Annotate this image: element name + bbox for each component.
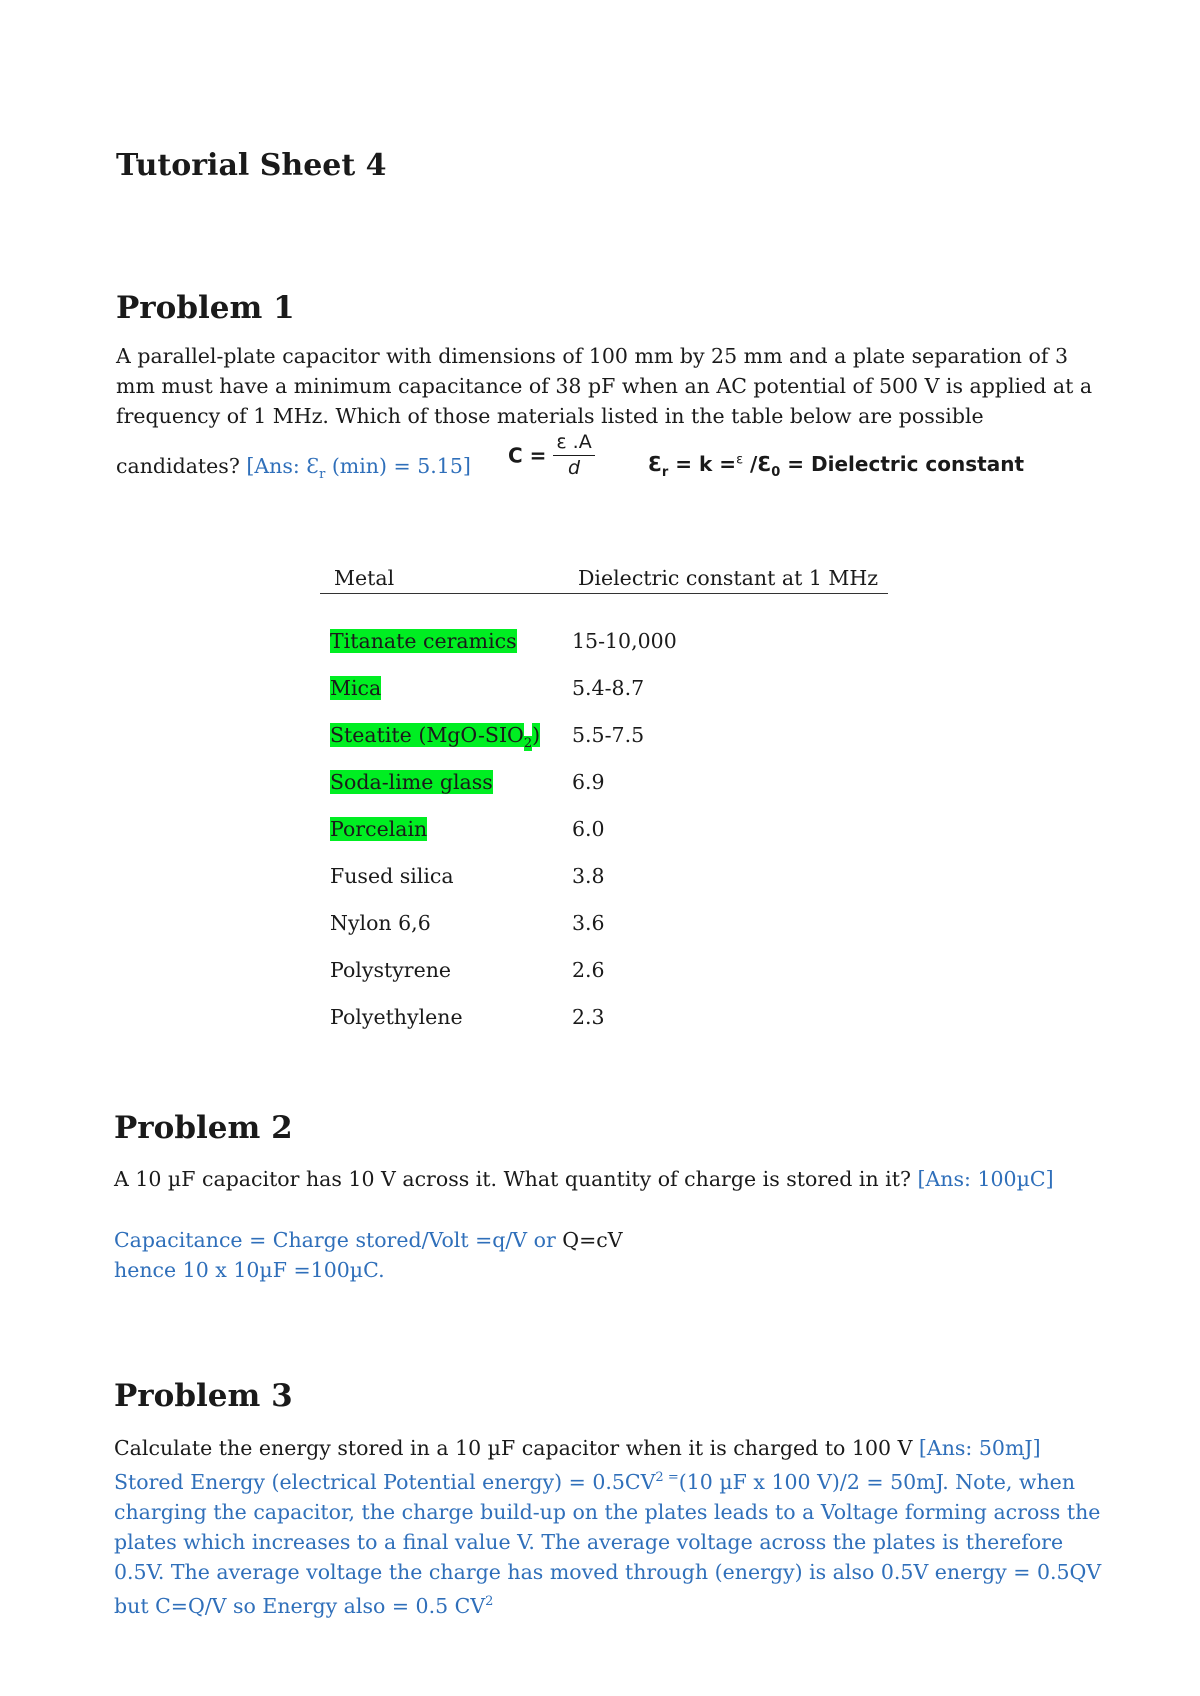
- problem-1-line: mm must have a minimum capacitance of 38 pF when an AC potential of 500 V is applied at a: [116, 374, 1093, 398]
- problem-1-candidates: [116, 451, 471, 490]
- problem-3-solution: [114, 1463, 1101, 1621]
- problem-3-solution-line: but C=Q/V so Energy also = 0.5 $CV^2$: [114, 1593, 494, 1618]
- problem-1-text: [116, 341, 1092, 431]
- table-header-rule: [320, 593, 888, 594]
- material-name: Soda-lime glass: [330, 770, 493, 794]
- problem-2-solution: [114, 1225, 623, 1285]
- problem-1-heading: Problem 1: [116, 290, 295, 326]
- material-name: Steatite (MgO-SIO: [330, 723, 524, 747]
- formula-lhs: C =: [508, 443, 547, 468]
- material-name: Polyethylene: [330, 1005, 463, 1029]
- material-name: Fused silica: [330, 864, 454, 888]
- table-cell-dielectric-value: 5.5-7.5: [572, 723, 645, 747]
- problem-2-solution-line: Capacitance = Charge stored/Volt =q/V or Q=cV: [114, 1228, 623, 1252]
- table-cell-material: [330, 1005, 463, 1029]
- problem-3-solution-line: charging the capacitor, the charge build-up on the plates leads to a Voltage forming across the: [114, 1499, 1101, 1524]
- table-cell-dielectric-value: 6.9: [572, 770, 605, 794]
- material-close-paren: ): [532, 723, 541, 747]
- problem-3-solution-line: Stored Energy (electrical Potential energy) = $0.5CV^{2 =}(10$ µF x 100 V)/2 = 50mJ. Note, when: [114, 1469, 1076, 1494]
- problem-3-question: Calculate the energy stored in a 10 µF capacitor when it is charged to 100 V [Ans: 50mJ]: [114, 1436, 1041, 1460]
- table-cell-dielectric-value: 3.8: [572, 864, 605, 888]
- dielectric-definition: $Ɛ_r = k =^\varepsilon$ $/Ɛ_0$ = Dielectric constant: [648, 452, 1025, 480]
- table-cell-material: [330, 817, 427, 841]
- page-title: Tutorial Sheet 4: [116, 148, 387, 183]
- table-header-dielectric: Dielectric constant at 1 MHz: [578, 566, 879, 590]
- capacitance-formula: [508, 433, 595, 478]
- table-cell-material: [330, 958, 451, 982]
- problem-1-answer: [Ans: $Ɛ_r$ (min) = 5.15]: [246, 454, 471, 483]
- table-cell-material: [330, 629, 517, 653]
- material-name: Porcelain: [330, 817, 428, 841]
- table-cell-material: [330, 770, 493, 794]
- table-cell-dielectric-value: 3.6: [572, 911, 605, 935]
- problem-1-line: A parallel-plate capacitor with dimensions of 100 mm by 25 mm and a plate separation of 3: [116, 344, 1069, 368]
- problem-2-heading: Problem 2: [114, 1110, 293, 1146]
- table-cell-dielectric-value: 2.6: [572, 958, 605, 982]
- material-name: Polystyrene: [330, 958, 452, 982]
- table-cell-dielectric-value: 15-10,000: [572, 629, 677, 653]
- table-cell-dielectric-value: 6.0: [572, 817, 605, 841]
- table-cell-material: [330, 676, 381, 700]
- table-cell-material: [330, 911, 431, 935]
- candidates-label: candidates?: [116, 454, 240, 478]
- material-subscript: 2: [523, 736, 533, 752]
- problem-3-heading: Problem 3: [114, 1378, 293, 1414]
- problem-3-solution-line: plates which increases to a final value V. The average voltage across the plates is therefore: [114, 1529, 1064, 1554]
- problem-3-solution-line: 0.5V. The average voltage the charge has moved through (energy) is also 0.5V energy = 0.5QV: [114, 1559, 1102, 1584]
- problem-1-line: frequency of 1 MHz. Which of those materials listed in the table below are possible: [116, 404, 984, 428]
- table-header-metal: Metal: [334, 566, 395, 590]
- formula-numerator: ε .A: [553, 433, 594, 456]
- material-name: Titanate ceramics: [330, 629, 517, 653]
- material-name: Mica: [330, 676, 382, 700]
- problem-2-question: A 10 µF capacitor has 10 V across it. What quantity of charge is stored in it? [Ans: 100µC]: [114, 1167, 1054, 1191]
- problem-3-answer: [Ans: 50mJ]: [918, 1436, 1041, 1460]
- table-cell-material: [330, 723, 540, 751]
- formula-denominator: d: [568, 457, 581, 479]
- problem-2-solution-line: hence 10 x 10µF =100µC.: [114, 1258, 385, 1282]
- problem-2-answer: [Ans: 100µC]: [917, 1167, 1054, 1191]
- formula-fraction: [553, 433, 594, 478]
- material-name: Nylon 6,6: [330, 911, 431, 935]
- table-cell-dielectric-value: 2.3: [572, 1005, 605, 1029]
- table-cell-dielectric-value: 5.4-8.7: [572, 676, 645, 700]
- table-cell-material: [330, 864, 454, 888]
